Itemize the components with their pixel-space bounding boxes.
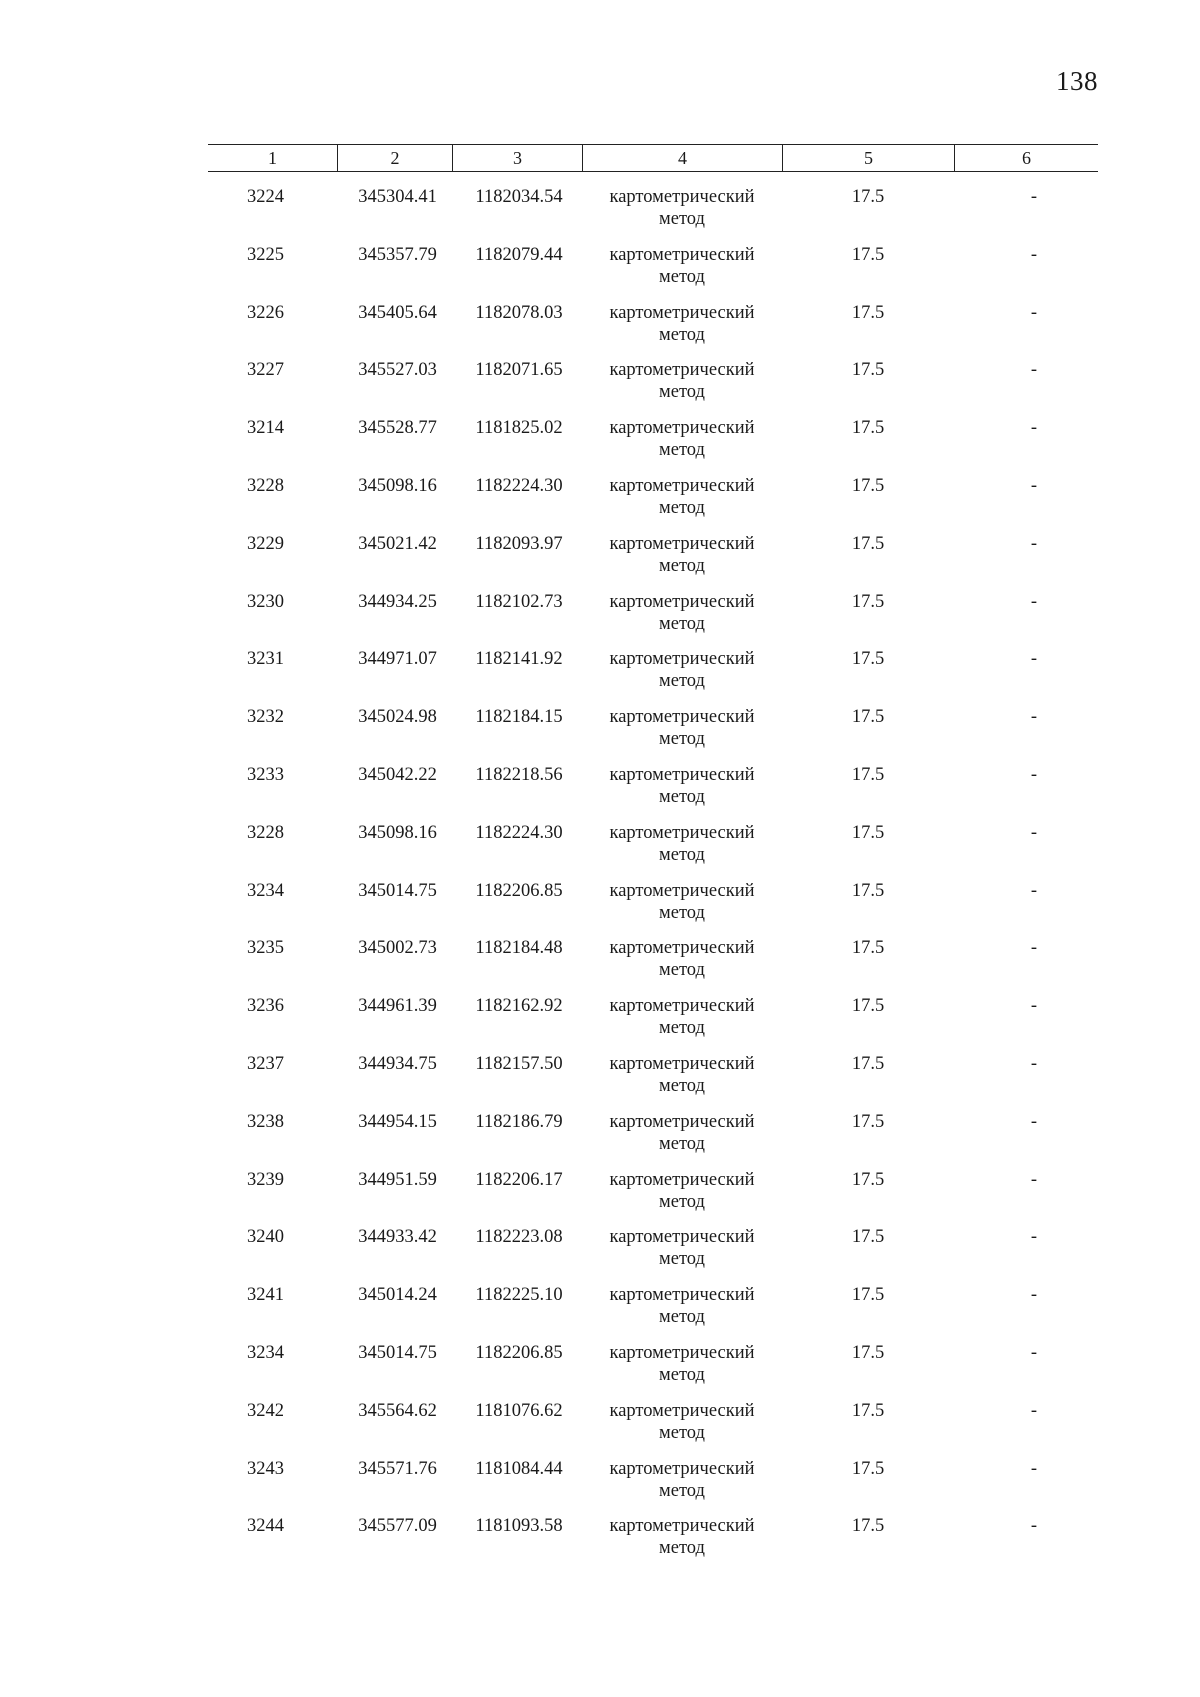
coordinate-y: 1181093.58: [475, 1516, 563, 1537]
point-number: 3234: [247, 880, 284, 901]
method-text: картометрический: [609, 1400, 755, 1421]
table-body: [208, 172, 1098, 1573]
note-value: -: [1030, 418, 1038, 439]
method-text: метод: [659, 729, 705, 750]
accuracy-value: 17.5: [851, 360, 885, 381]
method-text: картометрический: [609, 1111, 755, 1132]
coordinate-y: 1181076.62: [475, 1400, 563, 1421]
coordinate-x: 344961.39: [358, 996, 437, 1017]
method-text: метод: [659, 1364, 705, 1385]
method-cell: [582, 880, 782, 938]
accuracy-value: 17.5: [851, 591, 885, 612]
note-value: -: [1030, 1053, 1038, 1074]
table-header-row: [208, 144, 1098, 172]
method-text: картометрический: [609, 1169, 755, 1190]
note-value: -: [1030, 649, 1038, 670]
coordinate-x: 344934.25: [358, 591, 437, 612]
method-cell: [582, 186, 782, 244]
point-number: 3237: [247, 1053, 284, 1074]
method-cell: [582, 1053, 782, 1111]
coordinate-x: 345304.41: [358, 187, 437, 207]
coordinate-y: 1182218.56: [475, 764, 563, 785]
method-cell: [582, 475, 782, 533]
method-text: метод: [659, 613, 705, 634]
table-row: [208, 1284, 1098, 1342]
accuracy-value: 17.5: [851, 822, 885, 843]
coordinate-x: 345014.75: [358, 1342, 437, 1363]
method-cell: [582, 764, 782, 822]
method-text: метод: [659, 960, 705, 981]
coordinate-y: 1182078.03: [475, 302, 563, 323]
method-text: картометрический: [609, 591, 755, 612]
method-cell: [582, 1169, 782, 1227]
column-header: 6: [954, 145, 1098, 171]
method-text: метод: [659, 555, 705, 576]
note-value: -: [1030, 1342, 1038, 1363]
method-text: метод: [659, 1075, 705, 1096]
method-text: метод: [659, 1249, 705, 1270]
coordinate-x: 345527.03: [358, 360, 437, 381]
column-header: 2: [337, 145, 452, 171]
note-value: -: [1030, 1458, 1038, 1479]
table-row: [208, 1053, 1098, 1111]
point-number: 3230: [247, 591, 284, 612]
method-text: картометрический: [609, 244, 755, 265]
accuracy-value: 17.5: [851, 302, 885, 323]
method-text: метод: [659, 1422, 705, 1443]
note-value: -: [1030, 822, 1038, 843]
note-value: -: [1030, 591, 1038, 612]
column-header: 4: [582, 145, 782, 171]
point-number: 3243: [247, 1458, 284, 1479]
coordinate-x: 345577.09: [358, 1516, 437, 1537]
accuracy-value: 17.5: [851, 1400, 885, 1421]
point-number: 3231: [247, 649, 284, 670]
method-cell: [582, 937, 782, 995]
table-row: [208, 475, 1098, 533]
method-text: картометрический: [609, 475, 755, 496]
table-row: [208, 1400, 1098, 1458]
point-number: 3240: [247, 1227, 284, 1248]
point-number: 3228: [247, 475, 284, 496]
accuracy-value: 17.5: [851, 764, 885, 785]
point-number: 3241: [247, 1285, 284, 1306]
method-cell: [582, 822, 782, 880]
method-cell: [582, 591, 782, 649]
method-cell: [582, 1284, 782, 1342]
coordinate-x: 344934.75: [358, 1053, 437, 1074]
method-text: картометрический: [609, 1516, 755, 1537]
method-text: картометрический: [609, 649, 755, 670]
point-number: 3224: [247, 187, 284, 207]
coordinate-x: 345357.79: [358, 244, 437, 265]
table-row: [208, 302, 1098, 360]
coordinate-y: 1182162.92: [475, 996, 563, 1017]
coordinate-x: 345042.22: [358, 764, 437, 785]
method-text: метод: [659, 844, 705, 865]
note-value: -: [1030, 1285, 1038, 1306]
coordinate-y: 1182186.79: [475, 1111, 563, 1132]
table-row: [208, 648, 1098, 706]
note-value: -: [1030, 1227, 1038, 1248]
method-text: метод: [659, 902, 705, 923]
method-cell: [582, 1400, 782, 1458]
table-row: [208, 1169, 1098, 1227]
coordinate-y: 1181084.44: [475, 1458, 563, 1479]
method-text: метод: [659, 440, 705, 461]
note-value: -: [1030, 996, 1038, 1017]
method-text: метод: [659, 1480, 705, 1501]
table-row: [208, 995, 1098, 1053]
point-number: 3225: [247, 244, 284, 265]
method-text: метод: [659, 1191, 705, 1212]
method-cell: [582, 417, 782, 475]
note-value: -: [1030, 707, 1038, 728]
coordinate-x: 345021.42: [358, 533, 437, 554]
point-number: 3228: [247, 822, 284, 843]
method-cell: [582, 995, 782, 1053]
coordinate-x: 345405.64: [358, 302, 437, 323]
method-cell: [582, 1458, 782, 1516]
point-number: 3236: [247, 996, 284, 1017]
accuracy-value: 17.5: [851, 1342, 885, 1363]
table-row: [208, 822, 1098, 880]
note-value: -: [1030, 360, 1038, 381]
accuracy-value: 17.5: [851, 1169, 885, 1190]
note-value: -: [1030, 1516, 1038, 1537]
accuracy-value: 17.5: [851, 187, 885, 207]
method-text: метод: [659, 1133, 705, 1154]
point-number: 3233: [247, 764, 284, 785]
method-cell: [582, 302, 782, 360]
coordinate-x: 344971.07: [358, 649, 437, 670]
note-value: -: [1030, 1111, 1038, 1132]
method-cell: [582, 359, 782, 417]
table-row: [208, 533, 1098, 591]
note-value: -: [1030, 475, 1038, 496]
coordinate-y: 1182206.85: [475, 880, 563, 901]
point-number: 3244: [247, 1516, 284, 1537]
method-text: картометрический: [609, 1227, 755, 1248]
coordinate-x: 345564.62: [358, 1400, 437, 1421]
coordinate-y: 1182034.54: [475, 187, 563, 207]
table-row: [208, 937, 1098, 995]
coordinate-x: 345014.24: [358, 1285, 437, 1306]
coordinate-y: 1182184.48: [475, 938, 563, 959]
method-text: картометрический: [609, 187, 755, 207]
accuracy-value: 17.5: [851, 1285, 885, 1306]
coordinate-x: 344951.59: [358, 1169, 437, 1190]
method-text: картометрический: [609, 418, 755, 439]
coordinate-y: 1182157.50: [475, 1053, 563, 1074]
coordinates-table: [208, 144, 1098, 1573]
table-row: [208, 417, 1098, 475]
method-cell: [582, 706, 782, 764]
accuracy-value: 17.5: [851, 1053, 885, 1074]
method-text: картометрический: [609, 302, 755, 323]
method-text: метод: [659, 786, 705, 807]
coordinate-y: 1181825.02: [475, 418, 563, 439]
method-text: метод: [659, 671, 705, 692]
method-cell: [582, 533, 782, 591]
method-text: картометрический: [609, 1053, 755, 1074]
method-text: картометрический: [609, 1285, 755, 1306]
note-value: -: [1030, 533, 1038, 554]
accuracy-value: 17.5: [851, 533, 885, 554]
accuracy-value: 17.5: [851, 1227, 885, 1248]
accuracy-value: 17.5: [851, 996, 885, 1017]
coordinate-y: 1182071.65: [475, 360, 563, 381]
method-text: картометрический: [609, 533, 755, 554]
coordinate-y: 1182102.73: [475, 591, 563, 612]
method-text: картометрический: [609, 360, 755, 381]
coordinate-y: 1182079.44: [475, 244, 563, 265]
coordinate-x: 345024.98: [358, 707, 437, 728]
method-cell: [582, 1226, 782, 1284]
method-cell: [582, 244, 782, 302]
method-cell: [582, 1515, 782, 1573]
method-text: метод: [659, 497, 705, 518]
table-row: [208, 1515, 1098, 1573]
accuracy-value: 17.5: [851, 1111, 885, 1132]
coordinate-y: 1182206.85: [475, 1342, 563, 1363]
method-text: метод: [659, 324, 705, 345]
point-number: 3242: [247, 1400, 284, 1421]
method-text: метод: [659, 266, 705, 287]
method-text: метод: [659, 1307, 705, 1328]
coordinate-y: 1182224.30: [475, 822, 563, 843]
coordinate-y: 1182141.92: [475, 649, 563, 670]
accuracy-value: 17.5: [851, 880, 885, 901]
column-header: 5: [782, 145, 954, 171]
coordinate-x: 344954.15: [358, 1111, 437, 1132]
coordinate-x: 345098.16: [358, 822, 437, 843]
coordinate-x: 345014.75: [358, 880, 437, 901]
method-text: картометрический: [609, 707, 755, 728]
point-number: 3234: [247, 1342, 284, 1363]
coordinate-x: 345098.16: [358, 475, 437, 496]
coordinate-x: 345002.73: [358, 938, 437, 959]
coordinate-x: 345528.77: [358, 418, 437, 439]
point-number: 3238: [247, 1111, 284, 1132]
table-row: [208, 1111, 1098, 1169]
method-text: картометрический: [609, 996, 755, 1017]
note-value: -: [1030, 302, 1038, 323]
accuracy-value: 17.5: [851, 938, 885, 959]
table-row: [208, 880, 1098, 938]
accuracy-value: 17.5: [851, 244, 885, 265]
table-row: [208, 186, 1098, 244]
coordinate-y: 1182093.97: [475, 533, 563, 554]
note-value: -: [1030, 1169, 1038, 1190]
coordinate-y: 1182223.08: [475, 1227, 563, 1248]
accuracy-value: 17.5: [851, 1458, 885, 1479]
note-value: -: [1030, 880, 1038, 901]
table-row: [208, 706, 1098, 764]
method-text: метод: [659, 209, 705, 229]
coordinate-y: 1182224.30: [475, 475, 563, 496]
table-row: [208, 1342, 1098, 1400]
method-cell: [582, 1111, 782, 1169]
point-number: 3227: [247, 360, 284, 381]
point-number: 3214: [247, 418, 284, 439]
point-number: 3239: [247, 1169, 284, 1190]
table-row: [208, 591, 1098, 649]
note-value: -: [1030, 764, 1038, 785]
method-text: метод: [659, 1538, 705, 1559]
table-row: [208, 764, 1098, 822]
table-row: [208, 1458, 1098, 1516]
accuracy-value: 17.5: [851, 707, 885, 728]
accuracy-value: 17.5: [851, 1516, 885, 1537]
coordinate-y: 1182184.15: [475, 707, 563, 728]
coordinate-x: 344933.42: [358, 1227, 437, 1248]
coordinate-y: 1182225.10: [475, 1285, 563, 1306]
method-text: картометрический: [609, 764, 755, 785]
method-text: картометрический: [609, 822, 755, 843]
method-text: картометрический: [609, 1458, 755, 1479]
accuracy-value: 17.5: [851, 418, 885, 439]
note-value: -: [1030, 1400, 1038, 1421]
page-number: 138: [1056, 66, 1098, 96]
note-value: -: [1030, 938, 1038, 959]
method-cell: [582, 648, 782, 706]
accuracy-value: 17.5: [851, 649, 885, 670]
method-cell: [582, 1342, 782, 1400]
accuracy-value: 17.5: [851, 475, 885, 496]
column-header: 3: [452, 145, 582, 171]
table-row: [208, 359, 1098, 417]
coordinate-y: 1182206.17: [475, 1169, 563, 1190]
point-number: 3232: [247, 707, 284, 728]
column-header: 1: [268, 148, 277, 168]
table-row: [208, 244, 1098, 302]
method-text: метод: [659, 382, 705, 403]
point-number: 3235: [247, 938, 284, 959]
method-text: картометрический: [609, 1342, 755, 1363]
note-value: -: [1030, 244, 1038, 265]
coordinate-x: 345571.76: [358, 1458, 437, 1479]
point-number: 3226: [247, 302, 284, 323]
method-text: картометрический: [609, 880, 755, 901]
method-text: метод: [659, 1018, 705, 1039]
table-row: [208, 1226, 1098, 1284]
method-text: картометрический: [609, 938, 755, 959]
point-number: 3229: [247, 533, 284, 554]
note-value: -: [1030, 187, 1038, 207]
